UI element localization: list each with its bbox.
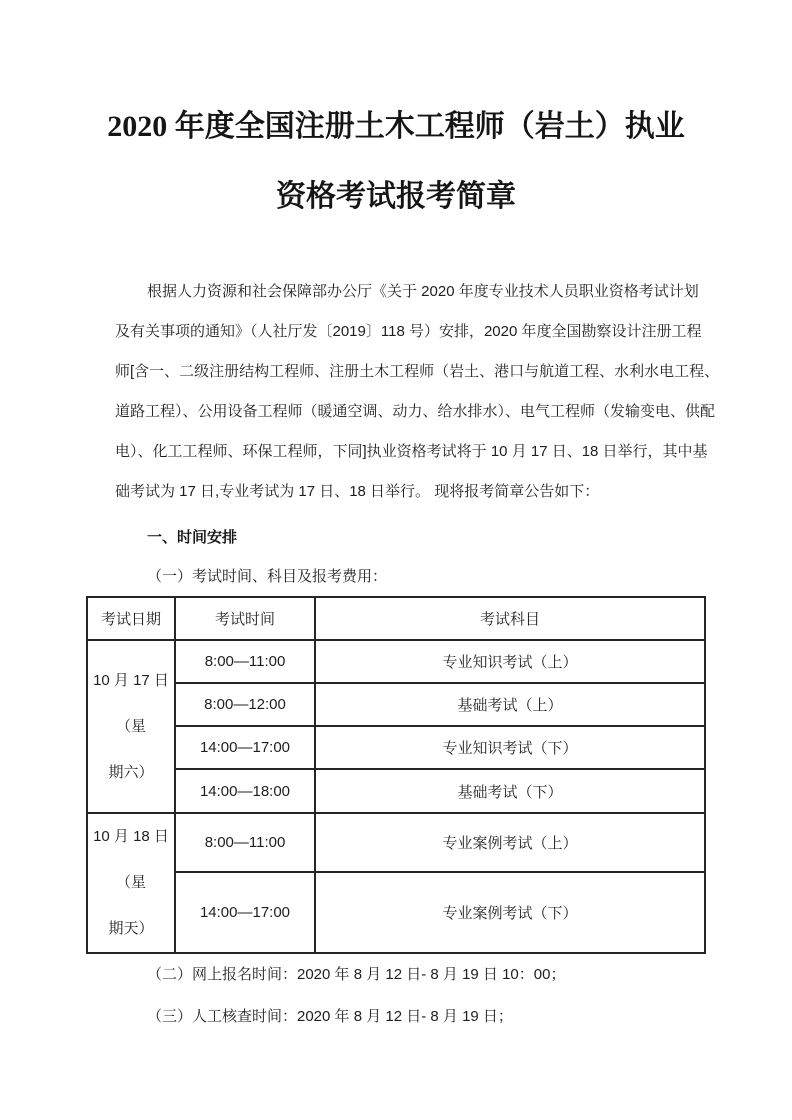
time-cell: 8:00—11:00 [175,813,315,872]
time-cell: 14:00—17:00 [175,726,315,769]
table-row [87,726,705,769]
date-cell-oct17 [87,640,175,813]
table-row [87,640,705,683]
title-line-2: 资格考试报考简章 [276,180,516,213]
paragraph-line: 根据人力资源和社会保障部办公厅《关于 2020 年度专业技术人员职业资格考试计划 [147,283,699,300]
date-line: 10 月 18 日（星 [93,828,169,891]
time-cell: 8:00—11:00 [175,640,315,683]
paragraph-line: 道路工程）、公用设备工程师（暖通空调、动力、给水排水）、电气工程师（发输变电、供配 [115,403,716,420]
paragraph-line: 及有关事项的通知》（人社厅发〔2019〕118 号）安排，2020 年度全国勘察设计注册工程 [115,323,702,340]
header-exam-subject: 考试科目 [315,597,705,640]
table-header-row [87,597,705,640]
intro-paragraph [115,272,720,512]
note-registration-time: （二）网上报名时间：2020 年 8 月 12 日- 8 月 19 日 10：00； [147,966,566,983]
date-cell-oct18 [87,813,175,953]
section-heading: 一、时间安排 [147,529,238,546]
time-cell: 14:00—18:00 [175,769,315,813]
table-row [87,813,705,872]
time-cell: 8:00—12:00 [175,683,315,726]
paragraph-line: 师[含一、二级注册结构工程师、注册土木工程师（岩土、港口与航道工程、水利水电工程、 [115,363,720,380]
subject-cell: 专业案例考试（下） [315,872,705,953]
paragraph-line: 础考试为 17 日,专业考试为 17 日、18 日举行。 现将报考简章公告如下： [115,483,600,500]
table-row [87,872,705,953]
paragraph-line: 电）、化工工程师、环保工程师，下同]执业资格考试将于 10 月 17 日、18 日举行，其中基 [115,443,708,460]
subject-cell: 基础考试（下） [315,769,705,813]
subject-cell: 专业知识考试（下） [315,726,705,769]
subject-cell: 基础考试（上） [315,683,705,726]
table-row [87,769,705,813]
table-row [87,683,705,726]
header-exam-time: 考试时间 [175,597,315,640]
header-exam-date: 考试日期 [87,597,175,640]
time-cell: 14:00—17:00 [175,872,315,953]
title-line-1: 2020 年度全国注册土木工程师（岩土）执业 [107,110,685,143]
section-subheading: （一）考试时间、科目及报考费用： [147,568,388,585]
date-line: 10 月 17 日（星 [93,671,169,735]
date-line: 期天） [108,920,154,937]
note-manual-check-time: （三）人工核查时间：2020 年 8 月 12 日- 8 月 19 日； [147,1008,513,1025]
subject-cell: 专业案例考试（上） [315,813,705,872]
page-title [0,0,792,232]
exam-schedule-table [86,596,706,954]
subject-cell: 专业知识考试（上） [315,640,705,683]
date-line: 期六） [108,763,154,781]
